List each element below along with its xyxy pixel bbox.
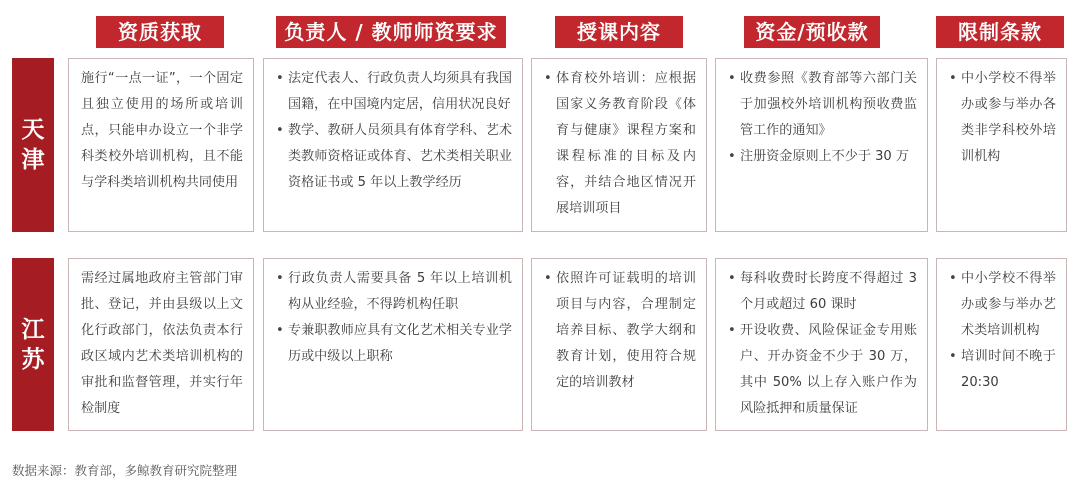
list-item: • 开设收费、风险保证金专用账户、开办资金不少于 30 万，其中 50% 以上存入账户作为风险抵押和质量保证 xyxy=(728,318,917,422)
region-char: 江 xyxy=(21,316,45,343)
header-staff-requirements: 负责人 / 教师师资要求 xyxy=(276,16,506,48)
list-item: • 法定代表人、行政负责人均须具有我国国籍，在中国境内定居，信用状况良好 xyxy=(276,66,512,118)
header-qualification: 资质获取 xyxy=(96,16,224,48)
header-funds: 资金/预收款 xyxy=(744,16,880,48)
cell-qualification-tianjin xyxy=(68,58,254,232)
cell-staff-jiangsu xyxy=(263,258,523,431)
region-char: 天 xyxy=(21,117,45,143)
cell-funds-jiangsu xyxy=(715,258,928,431)
region-char: 苏 xyxy=(21,346,45,373)
list-item: • 体育校外培训：应根据国家义务教育阶段《体育与健康》课程方案和课程标准的目标及内容，并结合地区情况开展培训项目 xyxy=(544,66,696,222)
region-char: 津 xyxy=(21,147,45,173)
cell-content-tianjin xyxy=(531,58,707,232)
list-item: • 培训时间不晚于 20:30 xyxy=(949,344,1056,396)
header-restrictions: 限制条款 xyxy=(936,16,1064,48)
qualification-text: 施行“一点一证”，一个固定且独立使用的场所或培训点，只能申办设立一个非学科类校外培训机构，且不能与学科类培训机构共同使用 xyxy=(81,71,243,190)
region-label-tianjin xyxy=(12,58,54,232)
list-item: • 每科收费时长跨度不得超过 3 个月或超过 60 课时 xyxy=(728,266,917,318)
source-note: 数据来源：教育部，多鲸教育研究院整理 xyxy=(12,463,238,478)
list-item: • 注册资金原则上不少于 30 万 xyxy=(728,144,917,170)
cell-content-jiangsu xyxy=(531,258,707,431)
list-item: • 教学、教研人员须具有体育学科、艺术类教师资格证或体育、艺术类相关职业资格证书或 5 年以上教学经历 xyxy=(276,118,512,196)
list-item: • 依照许可证载明的培训项目与内容，合理制定培养目标、教学大纲和教育计划，使用符合规定的培训教材 xyxy=(544,266,696,396)
list-item: • 中小学校不得举办或参与举办艺术类培训机构 xyxy=(949,266,1056,344)
cell-restrictions-jiangsu xyxy=(936,258,1067,431)
cell-funds-tianjin xyxy=(715,58,928,232)
cell-staff-tianjin xyxy=(263,58,523,232)
cell-restrictions-tianjin xyxy=(936,58,1067,232)
qualification-text: 需经过属地政府主管部门审批、登记，并由县级以上文化行政部门，依法负责本行政区域内艺术类培训机构的审批和监督管理，并实行年检制度 xyxy=(81,271,243,416)
list-item: • 收费参照《教育部等六部门关于加强校外培训机构预收费监管工作的通知》 xyxy=(728,66,917,144)
list-item: • 中小学校不得举办或参与举办各类非学科校外培训机构 xyxy=(949,66,1056,170)
cell-qualification-jiangsu xyxy=(68,258,254,431)
list-item: • 专兼职教师应具有文化艺术相关专业学历或中级以上职称 xyxy=(276,318,512,370)
list-item: • 行政负责人需要具备 5 年以上培训机构从业经验，不得跨机构任职 xyxy=(276,266,512,318)
region-label-jiangsu xyxy=(12,258,54,431)
header-teaching-content: 授课内容 xyxy=(555,16,683,48)
